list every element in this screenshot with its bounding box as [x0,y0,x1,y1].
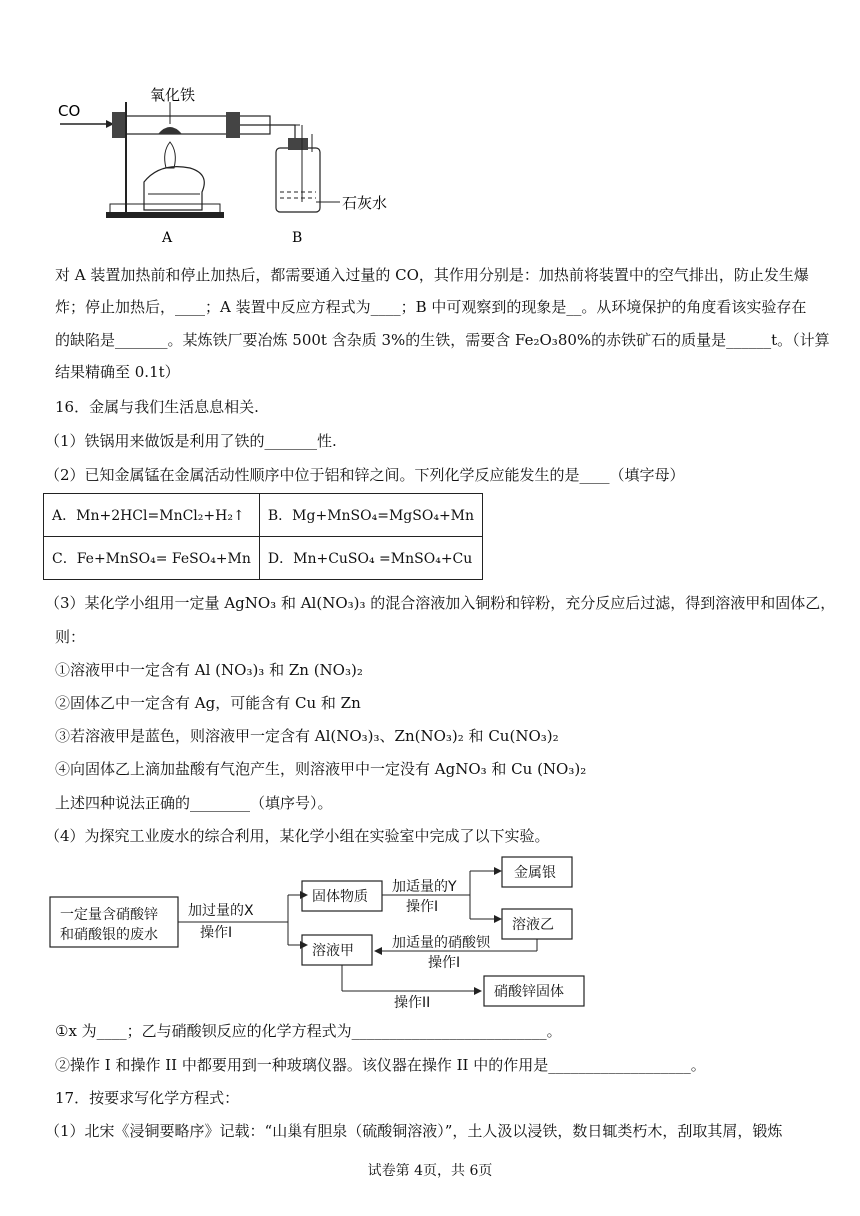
stand-base [106,212,224,218]
label-a: A [162,230,173,246]
question-17-1: （1）北宋《浸铜要略序》记载：“山巢有胆泉（硫酸铜溶液）”，土人汲以浸铁，数日辄类朽木，刮取其屑，锻炼 [45,1122,783,1140]
question-17: 17．按要求写化学方程式： [55,1089,240,1107]
text-line-4: 结果精确至 0.1t） [55,363,180,381]
question-16-3a: （3）某化学小组用一定量 AgNO₃ 和 Al(NO₃)₃ 的混合溶液加入铜粉和锌粉，充分反应后过滤，得到溶液甲和固体乙， [45,594,836,612]
page-footer: 试卷第 4页，共 6页 [367,1163,493,1179]
option-d: D．Mn+CuSO₄ =MnSO₄+Cu [259,537,482,580]
op1-a-label: 操作I [200,925,233,941]
statement-5: 上述四种说法正确的________（填序号）。 [55,794,333,812]
zn-solid-label: 硝酸锌固体 [494,984,564,1000]
text-line-2: 炸；停止加热后，____；A 装置中反应方程式为____；B 中可观察到的现象是__。从环境保护的角度看该实验存在 [55,298,807,316]
option-a: A．Mn+2HCl=MnCl₂+H₂↑ [44,494,260,537]
limewater-label: 石灰水 [342,194,388,212]
limewater-bottle [276,148,320,212]
flow-diagram [50,855,590,1010]
question-16-4: （4）为探究工业废水的综合利用，某化学小组在实验室中完成了以下实验。 [45,827,550,845]
op2-label: 操作II [394,995,431,1011]
text-line-3: 的缺陷是_______。某炼铁厂要冶炼 500t 含杂质 3%的生铁，需要含 Fe₂O₃80%的赤铁矿石的质量是______t。（计算 [55,331,830,349]
add-ba-label: 加适量的硝酸钡 [392,935,490,951]
text-line-1: 对 A 装置加热前和停止加热后，都需要通入过量的 CO，其作用分别是：加热前将装置中的空气排出，防止发生爆 [55,266,809,284]
add-y-label: 加适量的Y [392,879,457,895]
sol-yi-label: 溶液乙 [512,917,554,933]
waste-line-2: 和硝酸银的废水 [60,927,158,943]
statement-2: ②固体乙中一定含有 Ag，可能含有 Cu 和 Zn [55,694,361,712]
question-16-1: （1）铁锅用来做饭是利用了铁的_______性. [45,432,337,450]
question-16-3b: 则： [55,628,86,646]
option-c: C．Fe+MnSO₄= FeSO₄+Mn [44,537,260,580]
solid-label: 固体物质 [312,889,368,905]
waste-line-1: 一定量含硝酸锌 [60,907,158,923]
apparatus-diagram [50,82,388,247]
op1-c-label: 操作I [428,955,461,971]
iron-oxide-label: 氧化铁 [150,86,196,104]
option-b: B．Mg+MnSO₄=MgSO₄+Mn [259,494,482,537]
statement-3: ③若溶液甲是蓝色，则溶液甲一定含有 Al(NO₃)₃、Zn(NO₃)₂ 和 Cu(NO₃)₂ [55,727,559,745]
sol-jia-label: 溶液甲 [312,943,354,959]
label-b: B [292,230,303,246]
answer-line-2: ②操作 I 和操作 II 中都要用到一种玻璃仪器。该仪器在操作 II 中的作用是___________________。 [55,1056,706,1074]
silver-label: 金属银 [514,865,556,881]
statement-1: ①溶液甲中一定含有 Al (NO₃)₃ 和 Zn (NO₃)₂ [55,661,363,679]
statement-4: ④向固体乙上滴加盐酸有气泡产生，则溶液甲中一定没有 AgNO₃ 和 Cu (NO₃)₂ [55,760,587,778]
answer-line-1: ①x 为____；乙与硝酸钡反应的化学方程式为__________________________。 [55,1022,562,1040]
add-x-label: 加过量的X [188,903,254,919]
options-table [43,493,483,580]
question-16-2: （2）已知金属锰在金属活动性顺序中位于铝和锌之间。下列化学反应能发生的是____（填字母） [45,466,685,484]
question-16: 16．金属与我们生活息息相关. [55,398,259,416]
co-label: CO [58,102,81,120]
op1-b-label: 操作I [406,899,439,915]
